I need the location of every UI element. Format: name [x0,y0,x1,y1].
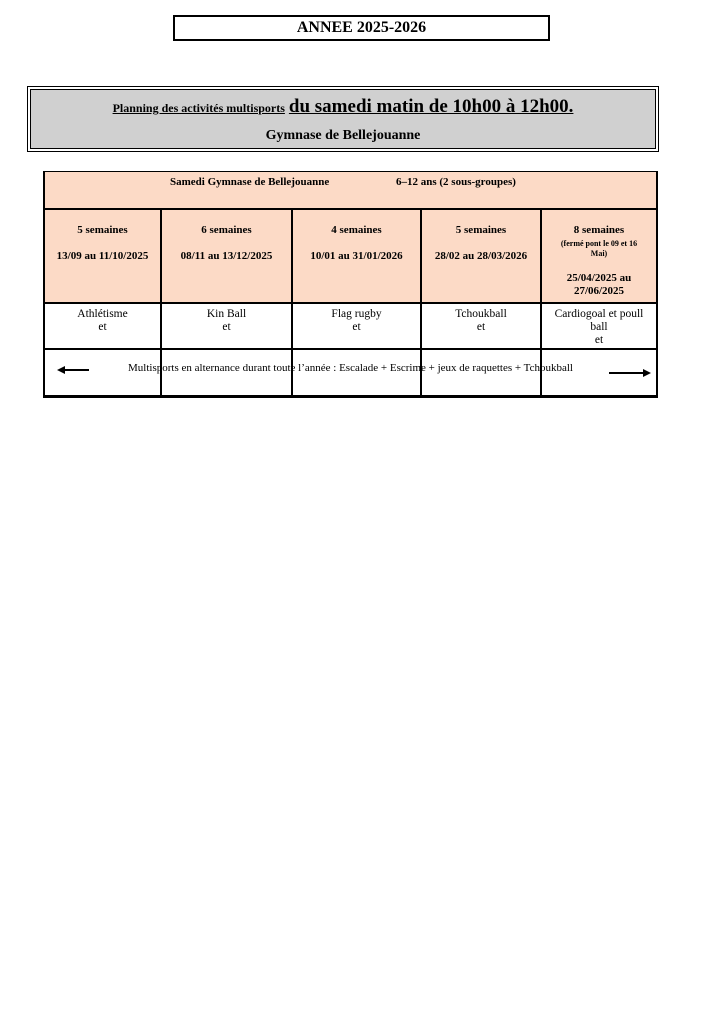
activity-name: Flag rugby [331,308,382,320]
activity-name: Tchoukball [455,308,507,320]
activity-cell [422,304,540,348]
period-weeks: 5 semaines [77,224,128,236]
activity-cell [293,304,420,348]
period-dates: 28/02 au 28/03/2026 [434,250,528,262]
planning-table [43,171,658,398]
period-dates: 08/11 au 13/12/2025 [180,250,273,262]
period-dates: 25/04/2025 au [566,272,632,284]
period-cell [422,210,540,302]
activity-cell [45,304,160,348]
activity-cell [542,304,656,348]
period-weeks: 6 semaines [201,224,252,236]
period-note: (fermé pont le 09 et 16 [560,239,638,248]
activity-cell [162,304,291,348]
title-banner [27,86,659,152]
activity-name: Athlétisme [77,308,128,320]
period-weeks: 5 semaines [455,224,507,236]
period-cell [45,210,160,302]
year-title: ANNEE 2025-2026 [173,15,550,41]
multisports-text: Multisports en alternance durant toute l’année : Escalade + Escrime + jeux de raquettes + Tchoukball [128,362,573,374]
table-border-top [43,171,658,172]
activity-connector: et [352,321,361,333]
activity-connector: et [222,321,231,333]
row-divider [43,348,658,350]
period-dates: 10/01 au 31/01/2026 [310,250,403,262]
period-dates: 13/09 au 11/10/2025 [56,250,149,262]
arrow-right-icon [609,368,651,378]
header-left: Samedi Gymnase de Bellejouanne [170,176,330,188]
title-venue: Gymnase de Bellejouanne [265,128,421,143]
period-weeks: 4 semaines [331,224,382,236]
period-cell [162,210,291,302]
activity-connector: et [594,334,604,346]
activity-connector: et [98,321,107,333]
activity-name: ball [590,321,608,333]
activity-name: Kin Ball [206,308,247,320]
period-cell [542,210,656,302]
activity-connector: et [476,321,486,333]
title-big-text: du samedi matin de 10h00 à 12h00. [288,96,574,117]
activity-name: Cardiogoal et poull [554,308,644,320]
period-weeks: 8 semaines [573,224,625,236]
arrow-left-icon [57,365,89,375]
period-cell [293,210,420,302]
title-small-text: Planning des activités multisports [112,101,285,115]
table-border-bottom [43,395,658,398]
period-dates: 27/06/2025 [573,285,625,297]
header-right: 6–12 ans (2 sous-groupes) [396,176,516,188]
period-note: Mai) [590,249,608,258]
